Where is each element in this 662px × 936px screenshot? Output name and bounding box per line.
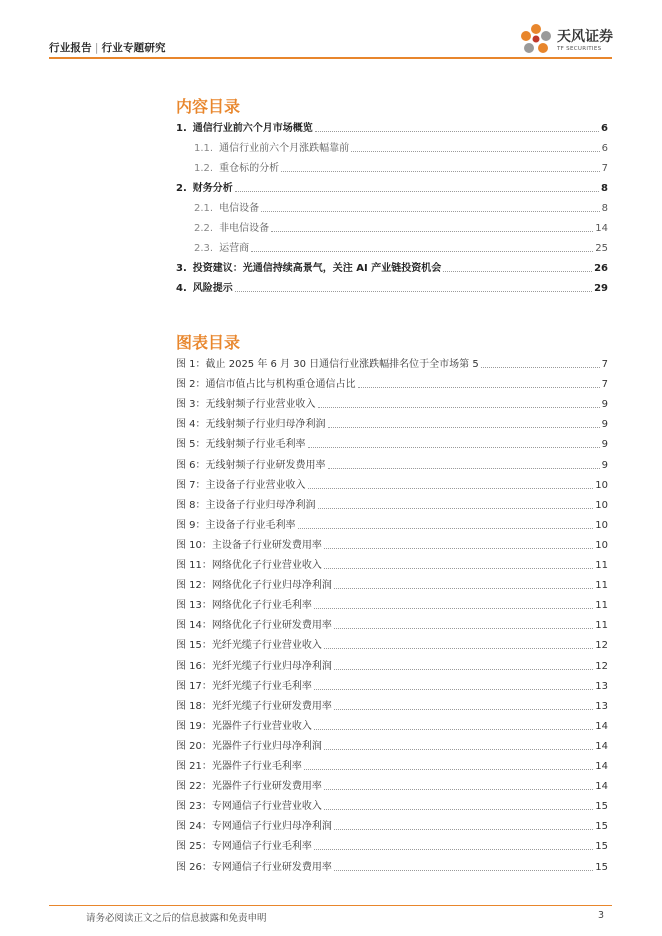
figure-entry-page: 10 <box>595 520 608 531</box>
toc-entry-text: 通信行业前六个月涨跌幅靠前 <box>219 143 350 154</box>
figure-entry[interactable] <box>176 518 608 532</box>
toc-entry[interactable] <box>194 161 608 175</box>
figure-entry-label: 图 22：光器件子行业研发费用率 <box>176 781 322 792</box>
toc-entry-label <box>194 163 279 175</box>
dot-leader <box>324 548 593 549</box>
figure-entry-page: 9 <box>601 460 608 471</box>
figure-entry-label: 图 21：光器件子行业毛利率 <box>176 761 302 772</box>
dot-leader <box>314 608 593 609</box>
toc-entry-text: 通信行业前六个月市场概览 <box>192 123 313 134</box>
dot-leader <box>328 468 600 469</box>
figure-entry-page: 9 <box>601 419 608 430</box>
figure-entry-page: 10 <box>595 480 608 491</box>
figure-entry[interactable] <box>176 739 608 753</box>
toc-entry[interactable] <box>194 241 608 255</box>
toc-entry-label <box>176 263 441 275</box>
dot-leader <box>308 447 600 448</box>
figure-entry-page: 9 <box>601 439 608 450</box>
toc-entry-page: 8 <box>601 203 608 214</box>
dot-leader <box>481 367 600 368</box>
figure-entry-label: 图 26：专网通信子行业研发费用率 <box>176 862 332 873</box>
dot-leader <box>235 191 599 192</box>
figure-entry-label: 图 2：通信市值占比与机构重仓通信占比 <box>176 379 356 390</box>
toc-entry-label <box>194 243 249 255</box>
toc-entry-number: 2.3. <box>194 243 214 254</box>
dot-leader <box>334 588 593 589</box>
toc-entry-number: 1.1. <box>194 143 214 154</box>
figure-entry[interactable] <box>176 558 608 572</box>
toc-entry-label <box>194 203 259 215</box>
dot-leader <box>334 709 593 710</box>
dot-leader <box>314 849 593 850</box>
figure-entry-label: 图 11：网络优化子行业营业收入 <box>176 560 322 571</box>
dot-leader <box>334 669 593 670</box>
header-separator: | <box>94 42 99 54</box>
dot-leader <box>261 211 600 212</box>
figure-entry-label: 图 5：无线射频子行业毛利率 <box>176 439 306 450</box>
figure-entry-page: 15 <box>595 862 608 873</box>
figure-entry-page: 14 <box>595 761 608 772</box>
figure-entry[interactable] <box>176 417 608 431</box>
toc-entry-number: 1.2. <box>194 163 214 174</box>
toc-entry-page: 14 <box>595 223 608 234</box>
toc-entry[interactable] <box>194 141 608 155</box>
figure-entry[interactable] <box>176 618 608 632</box>
dot-leader <box>318 508 594 509</box>
dot-leader <box>315 131 599 132</box>
figure-entry[interactable] <box>176 437 608 451</box>
dot-leader <box>314 729 593 730</box>
figure-entry-label: 图 15：光纤光缆子行业营业收入 <box>176 640 322 651</box>
toc-entry-label <box>194 223 269 235</box>
figure-entry-label: 图 23：专网通信子行业营业收入 <box>176 801 322 812</box>
figure-entry-label: 图 1：截止 2025 年 6 月 30 日通信行业涨跌幅排名位于全市场第 5 <box>176 359 479 370</box>
toc-entry-text: 投资建议：光通信持续高景气，关注 AI 产业链投资机会 <box>192 263 442 274</box>
toc-entry-page: 8 <box>601 183 608 194</box>
figure-entry-label: 图 14：网络优化子行业研发费用率 <box>176 620 332 631</box>
figure-entry-label: 图 3：无线射频子行业营业收入 <box>176 399 316 410</box>
toc-entry-label <box>176 283 233 295</box>
dot-leader <box>324 568 593 569</box>
toc-entry-text: 非电信设备 <box>219 223 270 234</box>
logo-name-cn: 天风证券 <box>557 29 613 45</box>
figure-entry-label: 图 4：无线射频子行业归母净利润 <box>176 419 326 430</box>
dot-leader <box>324 809 593 810</box>
figure-entry-page: 7 <box>601 379 608 390</box>
figure-entry[interactable] <box>176 397 608 411</box>
dot-leader <box>324 789 593 790</box>
footer-divider <box>49 905 612 906</box>
figure-entry-label: 图 13：网络优化子行业毛利率 <box>176 600 312 611</box>
figure-entry[interactable] <box>176 377 608 391</box>
figure-entry-label: 图 6：无线射频子行业研发费用率 <box>176 460 326 471</box>
toc-entry-text: 财务分析 <box>192 183 233 194</box>
dot-leader <box>324 648 593 649</box>
toc-entry-page: 26 <box>594 263 608 274</box>
toc-entry-page: 29 <box>594 283 608 294</box>
figure-entry[interactable] <box>176 659 608 673</box>
figure-entry[interactable] <box>176 839 608 853</box>
toc-entry-page: 25 <box>595 243 608 254</box>
dot-leader <box>235 291 592 292</box>
dot-leader <box>334 628 593 629</box>
footer-disclaimer: 请务必阅读正文之后的信息披露和免责申明 <box>86 913 267 924</box>
toc-entry-label <box>194 143 349 155</box>
figure-entry-label: 图 9：主设备子行业毛利率 <box>176 520 296 531</box>
figure-entry[interactable] <box>176 819 608 833</box>
figure-entry-label: 图 12：网络优化子行业归母净利润 <box>176 580 332 591</box>
dot-leader <box>251 251 593 252</box>
dot-leader <box>314 689 593 690</box>
figure-entry-page: 7 <box>601 359 608 370</box>
figure-entry-page: 15 <box>595 841 608 852</box>
figure-entry-label: 图 25：专网通信子行业毛利率 <box>176 841 312 852</box>
figure-entry-page: 11 <box>595 600 608 611</box>
toc-entry-page: 6 <box>601 143 608 154</box>
report-category <box>49 40 166 55</box>
dot-leader <box>304 769 593 770</box>
dot-leader <box>298 528 594 529</box>
figure-entry[interactable] <box>176 699 608 713</box>
dot-leader <box>324 749 593 750</box>
page-number: 3 <box>598 910 605 921</box>
figure-entry[interactable] <box>176 860 608 874</box>
dot-leader <box>351 151 600 152</box>
figure-entry[interactable] <box>176 578 608 592</box>
figure-entry-page: 12 <box>595 640 608 651</box>
figure-entry-page: 11 <box>595 580 608 591</box>
figure-entry-page: 14 <box>595 781 608 792</box>
figure-entry-page: 11 <box>595 560 608 571</box>
figure-entry-label: 图 10：主设备子行业研发费用率 <box>176 540 322 551</box>
toc-title: 内容目录 <box>176 97 241 116</box>
report-type: 行业报告 <box>49 42 92 54</box>
figure-entry-page: 14 <box>595 721 608 732</box>
toc-entry[interactable] <box>176 281 608 295</box>
flower-logo-icon <box>519 22 553 56</box>
figure-entry[interactable] <box>176 679 608 693</box>
figure-entry[interactable] <box>176 498 608 512</box>
figure-entry[interactable] <box>176 478 608 492</box>
toc-entry-label <box>176 183 233 195</box>
figure-entry-page: 13 <box>595 681 608 692</box>
figure-entry[interactable] <box>176 799 608 813</box>
dot-leader <box>334 829 593 830</box>
figure-entry-page: 12 <box>595 661 608 672</box>
toc-entry[interactable] <box>194 221 608 235</box>
report-subtype: 行业专题研究 <box>101 42 166 54</box>
figure-entry[interactable] <box>176 538 608 552</box>
toc-entry-text: 运营商 <box>219 243 250 254</box>
toc-entry-number: 4. <box>176 283 187 294</box>
figure-entry[interactable] <box>176 779 608 793</box>
figure-entry-page: 13 <box>595 701 608 712</box>
toc-entry-page: 6 <box>601 123 608 134</box>
logo-name-en: TF SECURITIES <box>557 46 602 52</box>
figures-title: 图表目录 <box>176 333 241 352</box>
figure-entry-label: 图 19：光器件子行业营业收入 <box>176 721 312 732</box>
figure-entry-page: 15 <box>595 801 608 812</box>
toc-entry-text: 重仓标的分析 <box>219 163 280 174</box>
toc-entry[interactable] <box>176 261 608 275</box>
toc-entry[interactable] <box>194 201 608 215</box>
toc-entry-text: 电信设备 <box>219 203 260 214</box>
dot-leader <box>334 870 593 871</box>
toc-entry-text: 风险提示 <box>192 283 233 294</box>
toc-entry-number: 2.1. <box>194 203 214 214</box>
figure-entry[interactable] <box>176 719 608 733</box>
figure-entry-label: 图 16：光纤光缆子行业归母净利润 <box>176 661 332 672</box>
figure-entry-page: 11 <box>595 620 608 631</box>
toc-entry[interactable] <box>176 121 608 135</box>
figure-entry-label: 图 8：主设备子行业归母净利润 <box>176 500 316 511</box>
dot-leader <box>318 407 600 408</box>
toc-entry[interactable] <box>176 181 608 195</box>
figure-entry-page: 10 <box>595 540 608 551</box>
dot-leader <box>358 387 600 388</box>
dot-leader <box>443 271 592 272</box>
dot-leader <box>328 427 600 428</box>
toc-entry-number: 3. <box>176 263 187 274</box>
dot-leader <box>308 488 594 489</box>
figure-entry-page: 10 <box>595 500 608 511</box>
toc-entry-page: 7 <box>601 163 608 174</box>
figure-entry-label: 图 20：光器件子行业归母净利润 <box>176 741 322 752</box>
figure-entry[interactable] <box>176 638 608 652</box>
figure-entry-label: 图 24：专网通信子行业归母净利润 <box>176 821 332 832</box>
figure-entry[interactable] <box>176 357 608 371</box>
toc-entry-label <box>176 123 313 135</box>
figure-entry-label: 图 17：光纤光缆子行业毛利率 <box>176 681 312 692</box>
dot-leader <box>281 171 600 172</box>
company-logo <box>519 20 619 60</box>
dot-leader <box>271 231 593 232</box>
figure-entry-page: 14 <box>595 741 608 752</box>
figure-entry-page: 15 <box>595 821 608 832</box>
figure-entry-label: 图 7：主设备子行业营业收入 <box>176 480 306 491</box>
toc-entry-number: 2.2. <box>194 223 214 234</box>
figure-entry-page: 9 <box>601 399 608 410</box>
header-divider <box>49 57 612 59</box>
figure-entry[interactable] <box>176 458 608 472</box>
toc-entry-number: 2. <box>176 183 187 194</box>
figure-entry[interactable] <box>176 598 608 612</box>
toc-entry-number: 1. <box>176 123 187 134</box>
figure-entry-label: 图 18：光纤光缆子行业研发费用率 <box>176 701 332 712</box>
figure-entry[interactable] <box>176 759 608 773</box>
